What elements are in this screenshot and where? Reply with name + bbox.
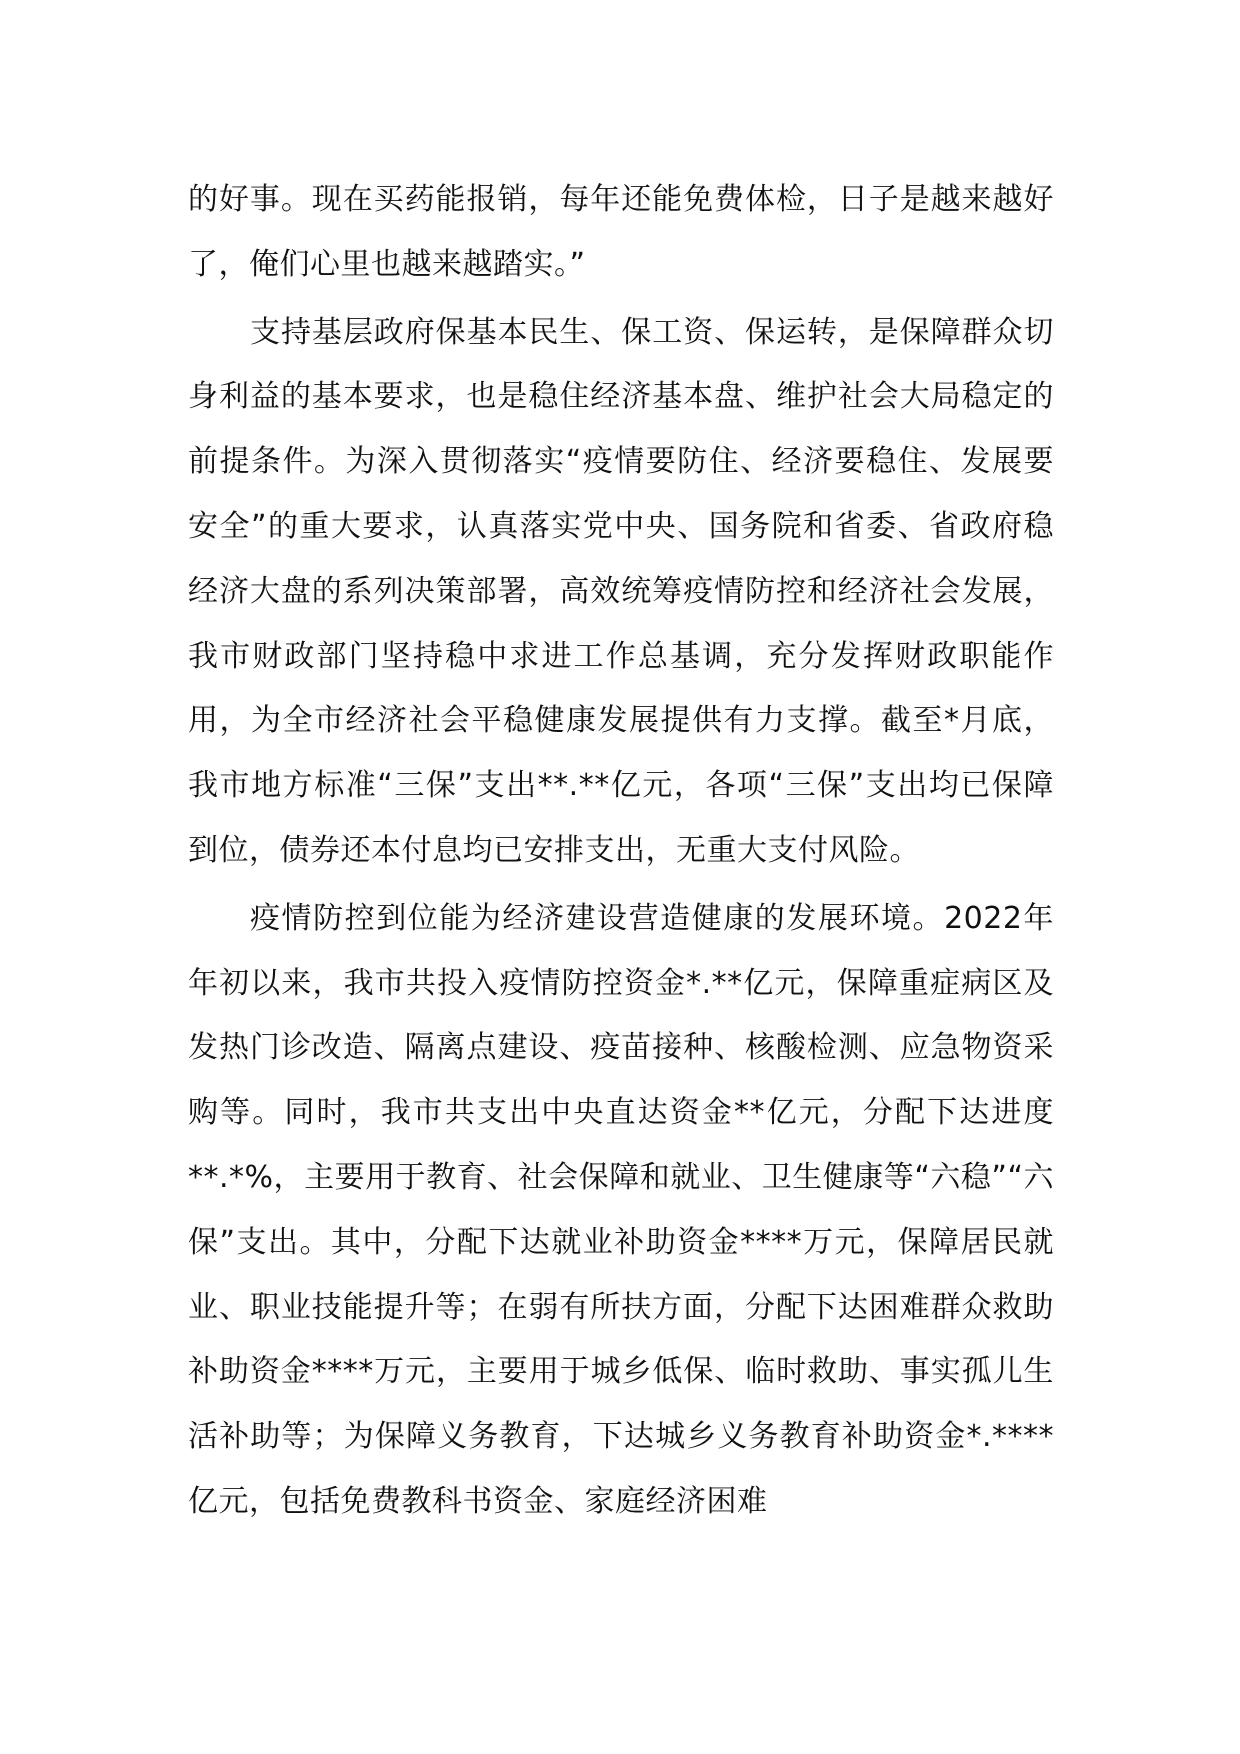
- paragraph-basic-livelihood: 支持基层政府保基本民生、保工资、保运转，是保障群众切身利益的基本要求，也是稳住经济基本盘、维护社会大局稳定的前提条件。为深入贯彻落实“疫情要防住、经济要稳住、发展要安全”的重大要求，认真落实党中央、国务院和省委、省政府稳经济大盘的系列决策部署，高效统筹疫情防控和经济社会发展，我市财政部门坚持稳中求进工作总基调，充分发挥财政职能作用，为全市经济社会平稳健康发展提供有力支撑。截至*月底，我市地方标准“三保”支出**.**亿元，各项“三保”支出均已保障到位，债券还本付息均已安排支出，无重大支付风险。: [188, 314, 1054, 868]
- paragraph-continued: 的好事。现在买药能报销，每年还能免费体检，日子是越来越好了，俺们心里也越来越踏实。”: [188, 182, 1054, 282]
- document-body: [188, 168, 1054, 1538]
- paragraph-epidemic-funding: 疫情防控到位能为经济建设营造健康的发展环境。2022年年初以来，我市共投入疫情防控资金*.**亿元，保障重症病区及发热门诊改造、隔离点建设、疫苗接种、核酸检测、应急物资采购等。同时，我市共支出中央直达资金**亿元，分配下达进度**.*%，主要用于教育、社会保障和就业、卫生健康等“六稳”“六保”支出。其中，分配下达就业补助资金****万元，保障居民就业、职业技能提升等；在弱有所扶方面，分配下达困难群众救助补助资金****万元，主要用于城乡低保、临时救助、事实孤儿生活补助等；为保障义务教育，下达城乡义务教育补助资金*.****亿元，包括免费教科书资金、家庭经济困难: [188, 900, 1054, 1519]
